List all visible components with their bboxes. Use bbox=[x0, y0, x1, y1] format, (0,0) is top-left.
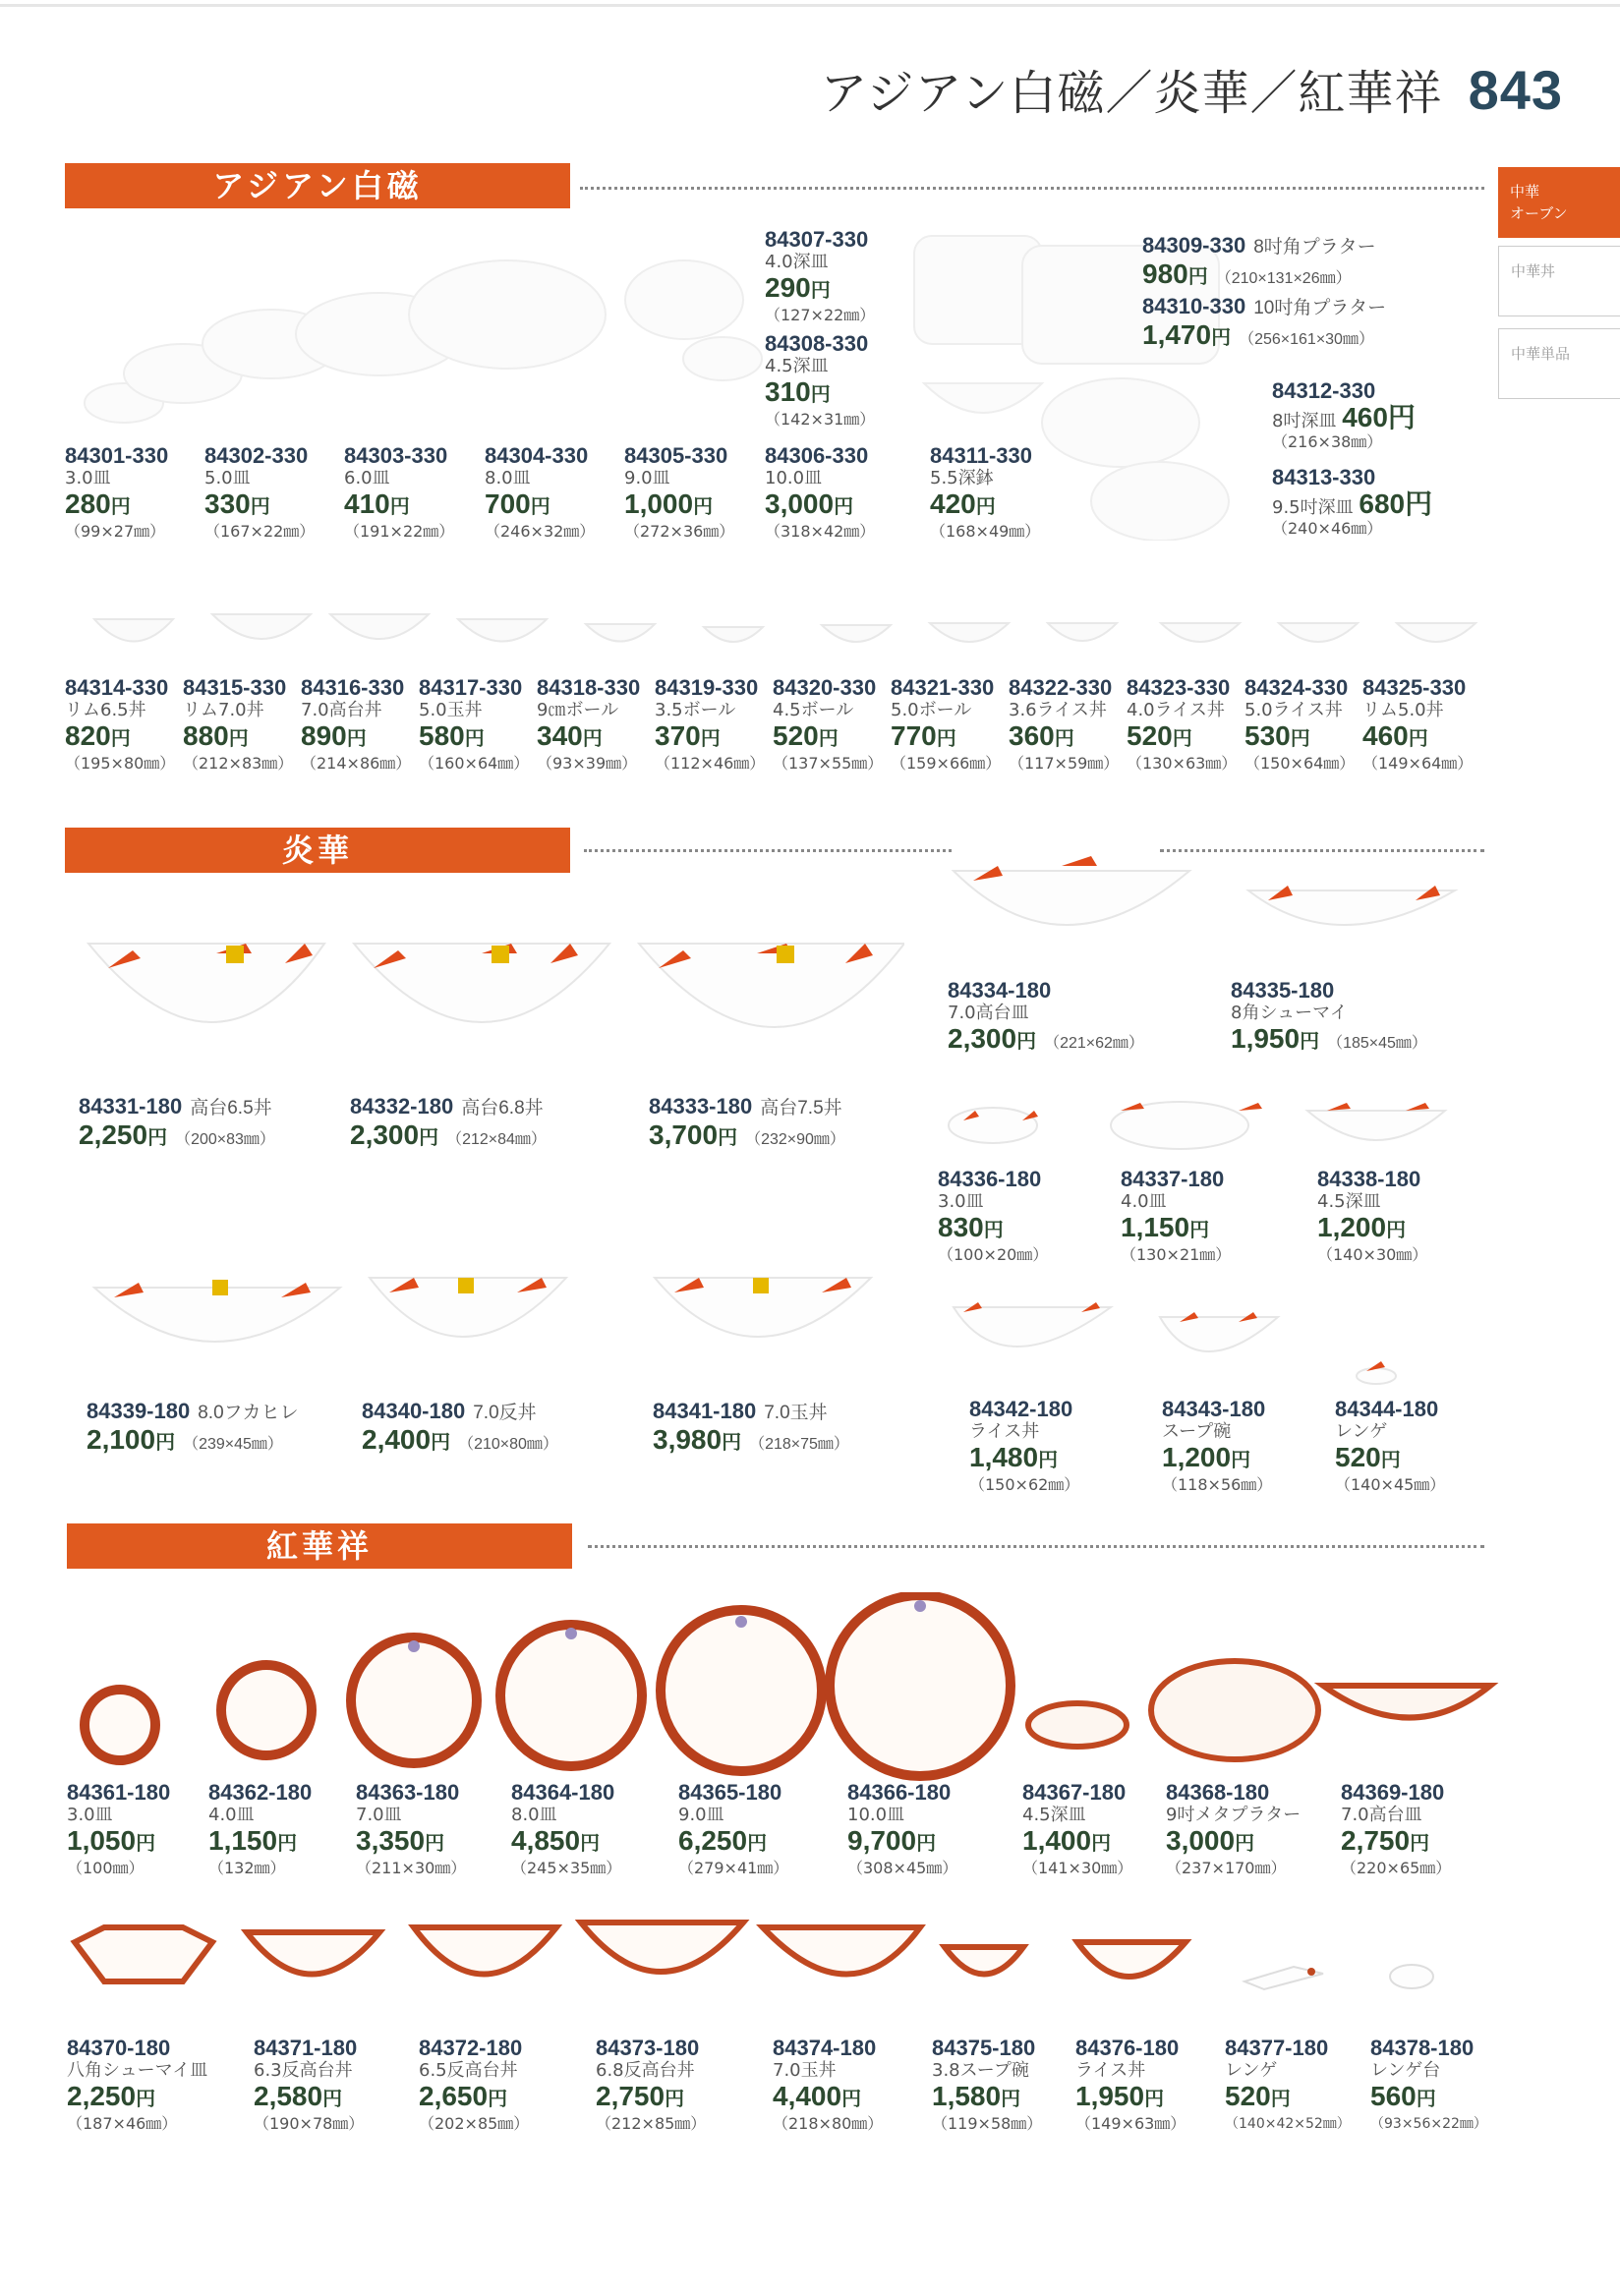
product-code: 84331-180 高台6.5丼 bbox=[79, 1094, 272, 1119]
product-name: ライス丼 bbox=[1075, 2060, 1146, 2081]
product-84339 bbox=[87, 1399, 299, 1460]
product-dims: （237×170㎜） bbox=[1166, 1859, 1287, 1877]
product-dims: （127×22㎜） bbox=[765, 306, 876, 324]
product-name: 9.0皿 bbox=[678, 1805, 724, 1825]
product-dims: （149×64㎜） bbox=[1362, 754, 1474, 773]
product-price: 1,150円 bbox=[1121, 1212, 1210, 1242]
product-name: 10.0皿 bbox=[847, 1805, 905, 1825]
product-price: 530円 bbox=[1244, 720, 1310, 751]
product-name: ライス丼 bbox=[969, 1421, 1040, 1442]
product-84343 bbox=[1162, 1398, 1307, 1495]
product-dims: （141×30㎜） bbox=[1022, 1859, 1133, 1877]
product-code: 84315-330 bbox=[183, 675, 287, 700]
product-name: 7.0高台丼 bbox=[301, 700, 382, 720]
product-84340 bbox=[362, 1399, 558, 1460]
product-code: 84370-180 bbox=[67, 2036, 171, 2060]
product-price: 580円 bbox=[419, 720, 485, 751]
product-84306 bbox=[765, 444, 910, 542]
product-price: 1,580円 bbox=[932, 2081, 1021, 2111]
product-price: 1,950円 （185×45㎜） bbox=[1231, 1023, 1427, 1054]
product-price: 520円 bbox=[1225, 2081, 1291, 2111]
product-84336 bbox=[938, 1168, 1083, 1265]
product-price: 2,400円 （210×80㎜） bbox=[362, 1424, 558, 1455]
product-84370 bbox=[67, 2037, 212, 2134]
enka-bowls-row2-image bbox=[85, 1258, 930, 1396]
product-code: 84378-180 bbox=[1370, 2036, 1475, 2060]
product-84338 bbox=[1317, 1168, 1463, 1265]
product-84305 bbox=[624, 444, 770, 542]
white-plates-image bbox=[65, 226, 753, 442]
product-name: 7.0皿 bbox=[356, 1805, 402, 1825]
product-name: 5.0ライス丼 bbox=[1244, 700, 1343, 720]
product-price: 820円 bbox=[65, 720, 131, 751]
product-84375 bbox=[932, 2037, 1077, 2134]
product-name: 4.0皿 bbox=[208, 1805, 255, 1825]
product-dims: （93×39㎜） bbox=[537, 754, 638, 773]
product-name: 7.0高台皿 bbox=[948, 1003, 1029, 1023]
product-dims: （99×27㎜） bbox=[65, 522, 166, 541]
product-price: 880円 bbox=[183, 720, 249, 751]
product-name: リム5.0丼 bbox=[1362, 700, 1444, 720]
product-84301 bbox=[65, 444, 210, 542]
product-code: 84340-180 7.0反丼 bbox=[362, 1399, 537, 1423]
product-name: 6.5反高台丼 bbox=[419, 2060, 518, 2081]
product-code: 84335-180 bbox=[1231, 978, 1335, 1003]
product-84367 bbox=[1022, 1781, 1168, 1878]
product-price: 980円 （210×131×26㎜） bbox=[1142, 258, 1352, 289]
product-name: 8.0皿 bbox=[511, 1805, 557, 1825]
product-84362 bbox=[208, 1781, 354, 1878]
product-name: レンゲ bbox=[1225, 2060, 1278, 2081]
product-price: 1,200円 bbox=[1162, 1442, 1251, 1472]
product-code: 84369-180 bbox=[1341, 1780, 1445, 1805]
product-84312 bbox=[1272, 379, 1418, 452]
product-code: 84367-180 bbox=[1022, 1780, 1127, 1805]
product-dims: （216×38㎜） bbox=[1272, 432, 1383, 451]
product-price: 560円 bbox=[1370, 2081, 1436, 2111]
product-dims: （212×85㎜） bbox=[596, 2114, 707, 2133]
product-dims: （202×85㎜） bbox=[419, 2114, 530, 2133]
product-name: レンゲ台 bbox=[1370, 2060, 1441, 2081]
product-dims: （117×59㎜） bbox=[1009, 754, 1120, 773]
product-dims: （142×31㎜） bbox=[765, 410, 876, 429]
product-84372 bbox=[419, 2037, 564, 2134]
product-name: 9㎝ボール bbox=[537, 700, 619, 720]
product-name: 4.5ボール bbox=[773, 700, 854, 720]
product-code: 84303-330 bbox=[344, 443, 448, 468]
product-dims: （140×30㎜） bbox=[1317, 1245, 1428, 1264]
section-divider bbox=[580, 187, 1484, 190]
product-code: 84318-330 bbox=[537, 675, 641, 700]
product-code: 84371-180 bbox=[254, 2036, 358, 2060]
product-price: 1,150円 bbox=[208, 1825, 298, 1856]
product-price: 2,750円 bbox=[1341, 1825, 1430, 1856]
product-price: 2,300円 （212×84㎜） bbox=[350, 1119, 547, 1150]
product-price: 410円 bbox=[344, 488, 410, 519]
product-84333 bbox=[649, 1094, 845, 1155]
product-code: 84301-330 bbox=[65, 443, 169, 468]
product-dims: （195×80㎜） bbox=[65, 754, 176, 773]
product-code: 84338-180 bbox=[1317, 1167, 1421, 1191]
product-84307 bbox=[765, 228, 910, 325]
product-name: 3.0皿 bbox=[938, 1191, 984, 1212]
product-price: 1,050円 bbox=[67, 1825, 156, 1856]
product-code: 84310-330 10吋角プラター bbox=[1142, 294, 1387, 318]
product-dims: （150×64㎜） bbox=[1244, 754, 1356, 773]
product-code: 84366-180 bbox=[847, 1780, 952, 1805]
product-price: 2,750円 bbox=[596, 2081, 685, 2111]
product-price: 4,400円 bbox=[773, 2081, 862, 2111]
product-dims: （245×35㎜） bbox=[511, 1859, 622, 1877]
product-price: 9,700円 bbox=[847, 1825, 937, 1856]
product-dims: （167×22㎜） bbox=[204, 522, 316, 541]
product-84308 bbox=[765, 332, 910, 430]
product-dims: （240×46㎜） bbox=[1272, 519, 1383, 538]
product-price: 2,300円 （221×62㎜） bbox=[948, 1023, 1144, 1054]
product-name: 5.0ボール bbox=[891, 700, 972, 720]
product-dims: （118×56㎜） bbox=[1162, 1475, 1273, 1494]
product-84378 bbox=[1370, 2037, 1516, 2134]
product-84337 bbox=[1121, 1168, 1266, 1265]
product-name: 3.0皿 bbox=[67, 1805, 113, 1825]
product-price: 280円 bbox=[65, 488, 131, 519]
product-price: 310円 bbox=[765, 376, 831, 407]
top-rule bbox=[0, 4, 1620, 7]
page-number: 843 bbox=[1468, 59, 1563, 121]
product-84374 bbox=[773, 2037, 918, 2134]
product-84310 bbox=[1142, 294, 1387, 355]
enka-rice-bowls-image bbox=[944, 1288, 1416, 1386]
product-code: 84362-180 bbox=[208, 1780, 313, 1805]
product-code: 84314-330 bbox=[65, 675, 169, 700]
product-dims: （137×55㎜） bbox=[773, 754, 884, 773]
product-price: 340円 bbox=[537, 720, 603, 751]
deep-plate-image bbox=[678, 324, 767, 393]
white-bowls-image bbox=[65, 590, 1500, 668]
product-price: 290円 bbox=[765, 272, 831, 303]
product-name: 4.0ライス丼 bbox=[1127, 700, 1225, 720]
product-84313 bbox=[1272, 465, 1433, 539]
product-dims: （211×30㎜） bbox=[356, 1859, 467, 1877]
product-code: 84319-330 bbox=[655, 675, 759, 700]
product-price: 3,700円 （232×90㎜） bbox=[649, 1119, 845, 1150]
product-name: 8角シューマイ bbox=[1231, 1003, 1348, 1023]
product-name: 4.5深皿 bbox=[1317, 1191, 1381, 1212]
product-name: 3.5ボール bbox=[655, 700, 736, 720]
product-84309 bbox=[1142, 233, 1376, 294]
product-name: 9.0皿 bbox=[624, 468, 670, 488]
product-price: 770円 bbox=[891, 720, 956, 751]
enka-plates-image bbox=[944, 841, 1475, 979]
section-header-enka: 炎華 bbox=[65, 828, 570, 873]
product-price: 1,000円 bbox=[624, 488, 714, 519]
product-code: 84376-180 bbox=[1075, 2036, 1180, 2060]
product-84342 bbox=[969, 1398, 1115, 1495]
product-name: 4.5深皿 bbox=[1022, 1805, 1086, 1825]
product-dims: （149×63㎜） bbox=[1075, 2114, 1186, 2133]
product-price: 420円 bbox=[930, 488, 996, 519]
product-price: 4,850円 bbox=[511, 1825, 601, 1856]
product-84373 bbox=[596, 2037, 741, 2134]
product-84303 bbox=[344, 444, 490, 542]
product-dims: （100×20㎜） bbox=[938, 1245, 1049, 1264]
product-dims: （212×83㎜） bbox=[183, 754, 294, 773]
product-name: 9.5吋深皿 680円 bbox=[1272, 488, 1433, 519]
product-code: 84312-330 bbox=[1272, 378, 1376, 403]
product-name: 八角シューマイ皿 bbox=[67, 2060, 208, 2081]
product-dims: （308×45㎜） bbox=[847, 1859, 958, 1877]
product-name: リム6.5丼 bbox=[65, 700, 146, 720]
product-dims: （150×62㎜） bbox=[969, 1475, 1080, 1494]
product-84331 bbox=[79, 1094, 275, 1155]
product-code: 84302-330 bbox=[204, 443, 309, 468]
product-code: 84333-180 高台7.5丼 bbox=[649, 1094, 842, 1119]
product-code: 84317-330 bbox=[419, 675, 523, 700]
product-dims: （168×49㎜） bbox=[930, 522, 1041, 541]
product-84363 bbox=[356, 1781, 501, 1878]
product-price: 1,480円 bbox=[969, 1442, 1059, 1472]
product-code: 84363-180 bbox=[356, 1780, 460, 1805]
product-name: 4.0皿 bbox=[1121, 1191, 1167, 1212]
product-name: 7.0高台皿 bbox=[1341, 1805, 1422, 1825]
product-code: 84311-330 bbox=[930, 443, 1032, 468]
product-dims: （218×80㎜） bbox=[773, 2114, 884, 2133]
product-price: 3,000円 bbox=[1166, 1825, 1255, 1856]
product-price: 1,470円 （256×161×30㎜） bbox=[1142, 319, 1374, 350]
product-code: 84342-180 bbox=[969, 1397, 1073, 1421]
product-84332 bbox=[350, 1094, 547, 1155]
product-84304 bbox=[485, 444, 630, 542]
product-price: 2,250円 bbox=[67, 2081, 156, 2111]
product-code: 84307-330 bbox=[765, 227, 869, 252]
product-code: 84344-180 bbox=[1335, 1397, 1439, 1421]
product-84325 bbox=[1362, 676, 1508, 774]
product-84302 bbox=[204, 444, 350, 542]
tab-label: オーブン bbox=[1510, 204, 1568, 222]
product-name: 3.0皿 bbox=[65, 468, 111, 488]
product-dims: （140×45㎜） bbox=[1335, 1475, 1446, 1494]
product-84366 bbox=[847, 1781, 993, 1878]
product-84361 bbox=[67, 1781, 212, 1878]
product-name: 6.8反高台丼 bbox=[596, 2060, 695, 2081]
product-code: 84375-180 bbox=[932, 2036, 1036, 2060]
product-dims: （272×36㎜） bbox=[624, 522, 735, 541]
product-code: 84321-330 bbox=[891, 675, 995, 700]
product-84335 bbox=[1231, 978, 1427, 1059]
product-84334 bbox=[948, 978, 1144, 1059]
page-header bbox=[820, 55, 1563, 123]
product-name: 10.0皿 bbox=[765, 468, 823, 488]
product-price: 3,000円 bbox=[765, 488, 854, 519]
product-code: 84316-330 bbox=[301, 675, 405, 700]
product-dims: （130×63㎜） bbox=[1127, 754, 1238, 773]
product-name: スープ碗 bbox=[1162, 1421, 1232, 1442]
product-name: 8吋深皿 460円 bbox=[1272, 402, 1416, 432]
product-code: 84322-330 bbox=[1009, 675, 1113, 700]
product-84365 bbox=[678, 1781, 824, 1878]
product-code: 84337-180 bbox=[1121, 1167, 1225, 1191]
product-price: 2,580円 bbox=[254, 2081, 343, 2111]
product-price: 370円 bbox=[655, 720, 721, 751]
product-name: 8.0皿 bbox=[485, 468, 531, 488]
product-dims: （93×56×22㎜） bbox=[1370, 2116, 1487, 2132]
product-code: 84339-180 8.0フカヒレ bbox=[87, 1399, 299, 1423]
product-dims: （214×86㎜） bbox=[301, 754, 412, 773]
product-price: 3,350円 bbox=[356, 1825, 445, 1856]
product-84311 bbox=[930, 444, 1075, 542]
tab-chukadon[interactable] bbox=[1498, 246, 1620, 316]
product-price: 3,980円 （218×75㎜） bbox=[653, 1424, 849, 1455]
product-code: 84373-180 bbox=[596, 2036, 700, 2060]
tab-label: 中華 bbox=[1510, 183, 1540, 201]
page-title: アジアン白磁／炎華／紅華祥 bbox=[820, 66, 1443, 121]
product-dims: （112×46㎜） bbox=[655, 754, 766, 773]
product-code: 84374-180 bbox=[773, 2036, 877, 2060]
section-divider bbox=[588, 1545, 1484, 1548]
product-dims: （187×46㎜） bbox=[67, 2114, 178, 2133]
product-name: レンゲ bbox=[1335, 1421, 1388, 1442]
product-name: 3.8スープ碗 bbox=[932, 2060, 1029, 2081]
tab-label: 中華単品 bbox=[1511, 345, 1571, 363]
product-price: 2,250円 （200×83㎜） bbox=[79, 1119, 275, 1150]
product-code: 84365-180 bbox=[678, 1780, 782, 1805]
product-price: 520円 bbox=[773, 720, 839, 751]
product-price: 2,100円 （239×45㎜） bbox=[87, 1424, 283, 1455]
product-dims: （220×65㎜） bbox=[1341, 1859, 1452, 1877]
product-84377 bbox=[1225, 2037, 1370, 2134]
tab-label: 中華丼 bbox=[1511, 262, 1556, 280]
product-84376 bbox=[1075, 2037, 1221, 2134]
product-dims: （159×66㎜） bbox=[891, 754, 1002, 773]
product-price: 890円 bbox=[301, 720, 367, 751]
product-code: 84325-330 bbox=[1362, 675, 1467, 700]
product-name: 7.0玉丼 bbox=[773, 2060, 837, 2081]
product-84341 bbox=[653, 1399, 849, 1460]
product-code: 84343-180 bbox=[1162, 1397, 1266, 1421]
product-code: 84309-330 8吋角プラター bbox=[1142, 233, 1376, 258]
product-price: 700円 bbox=[485, 488, 550, 519]
product-code: 84305-330 bbox=[624, 443, 728, 468]
product-code: 84334-180 bbox=[948, 978, 1052, 1003]
product-name: 5.5深鉢 bbox=[930, 468, 994, 488]
product-code: 84332-180 高台6.8丼 bbox=[350, 1094, 544, 1119]
product-name: 4.5深皿 bbox=[765, 356, 829, 376]
product-code: 84320-330 bbox=[773, 675, 877, 700]
product-dims: （119×58㎜） bbox=[932, 2114, 1043, 2133]
product-price: 6,250円 bbox=[678, 1825, 768, 1856]
kokasho-bowls-image bbox=[65, 1913, 1500, 2031]
product-price: 360円 bbox=[1009, 720, 1074, 751]
product-code: 84313-330 bbox=[1272, 465, 1376, 489]
product-dims: （246×32㎜） bbox=[485, 522, 596, 541]
product-code: 84336-180 bbox=[938, 1167, 1042, 1191]
enka-small-plates-image bbox=[944, 1081, 1475, 1170]
tab-chuka-oven[interactable] bbox=[1498, 167, 1620, 238]
tab-chuka-tanpin[interactable] bbox=[1498, 328, 1620, 399]
product-84364 bbox=[511, 1781, 657, 1878]
product-84344 bbox=[1335, 1398, 1480, 1495]
enka-bowls-image bbox=[79, 924, 904, 1081]
product-price: 520円 bbox=[1127, 720, 1192, 751]
product-dims: （132㎜） bbox=[208, 1859, 286, 1877]
product-price: 1,200円 bbox=[1317, 1212, 1407, 1242]
product-code: 84306-330 bbox=[765, 443, 869, 468]
product-dims: （100㎜） bbox=[67, 1859, 145, 1877]
product-name: 3.6ライス丼 bbox=[1009, 700, 1107, 720]
kokasho-plates-image bbox=[65, 1592, 1500, 1789]
product-price: 520円 bbox=[1335, 1442, 1401, 1472]
product-dims: （279×41㎜） bbox=[678, 1859, 789, 1877]
product-price: 830円 bbox=[938, 1212, 1004, 1242]
section-header-asian-hakuji: アジアン白磁 bbox=[65, 163, 570, 208]
product-code: 84377-180 bbox=[1225, 2036, 1329, 2060]
product-code: 84368-180 bbox=[1166, 1780, 1270, 1805]
product-dims: （318×42㎜） bbox=[765, 522, 876, 541]
product-84368 bbox=[1166, 1781, 1311, 1878]
product-code: 84323-330 bbox=[1127, 675, 1231, 700]
product-code: 84364-180 bbox=[511, 1780, 615, 1805]
product-name: 4.0深皿 bbox=[765, 252, 829, 272]
product-84369 bbox=[1341, 1781, 1486, 1878]
product-dims: （190×78㎜） bbox=[254, 2114, 365, 2133]
product-price: 330円 bbox=[204, 488, 270, 519]
section-divider bbox=[584, 849, 952, 852]
product-code: 84361-180 bbox=[67, 1780, 171, 1805]
product-price: 460円 bbox=[1362, 720, 1428, 751]
product-price: 1,400円 bbox=[1022, 1825, 1112, 1856]
product-code: 84308-330 bbox=[765, 331, 869, 356]
product-code: 84341-180 7.0玉丼 bbox=[653, 1399, 828, 1423]
product-code: 84372-180 bbox=[419, 2036, 523, 2060]
product-price: 2,650円 bbox=[419, 2081, 508, 2111]
product-name: 6.3反高台丼 bbox=[254, 2060, 353, 2081]
product-name: 5.0玉丼 bbox=[419, 700, 483, 720]
product-price: 1,950円 bbox=[1075, 2081, 1165, 2111]
product-name: 6.0皿 bbox=[344, 468, 390, 488]
product-name: 5.0皿 bbox=[204, 468, 251, 488]
product-dims: （191×22㎜） bbox=[344, 522, 455, 541]
product-code: 84324-330 bbox=[1244, 675, 1349, 700]
product-name: 9吋メタプラター bbox=[1166, 1805, 1302, 1825]
product-dims: （140×42×52㎜） bbox=[1225, 2116, 1351, 2132]
product-dims: （160×64㎜） bbox=[419, 754, 530, 773]
product-dims: （130×21㎜） bbox=[1121, 1245, 1232, 1264]
product-code: 84304-330 bbox=[485, 443, 589, 468]
section-header-kokasho: 紅華祥 bbox=[67, 1523, 572, 1569]
product-84371 bbox=[254, 2037, 399, 2134]
product-name: リム7.0丼 bbox=[183, 700, 264, 720]
